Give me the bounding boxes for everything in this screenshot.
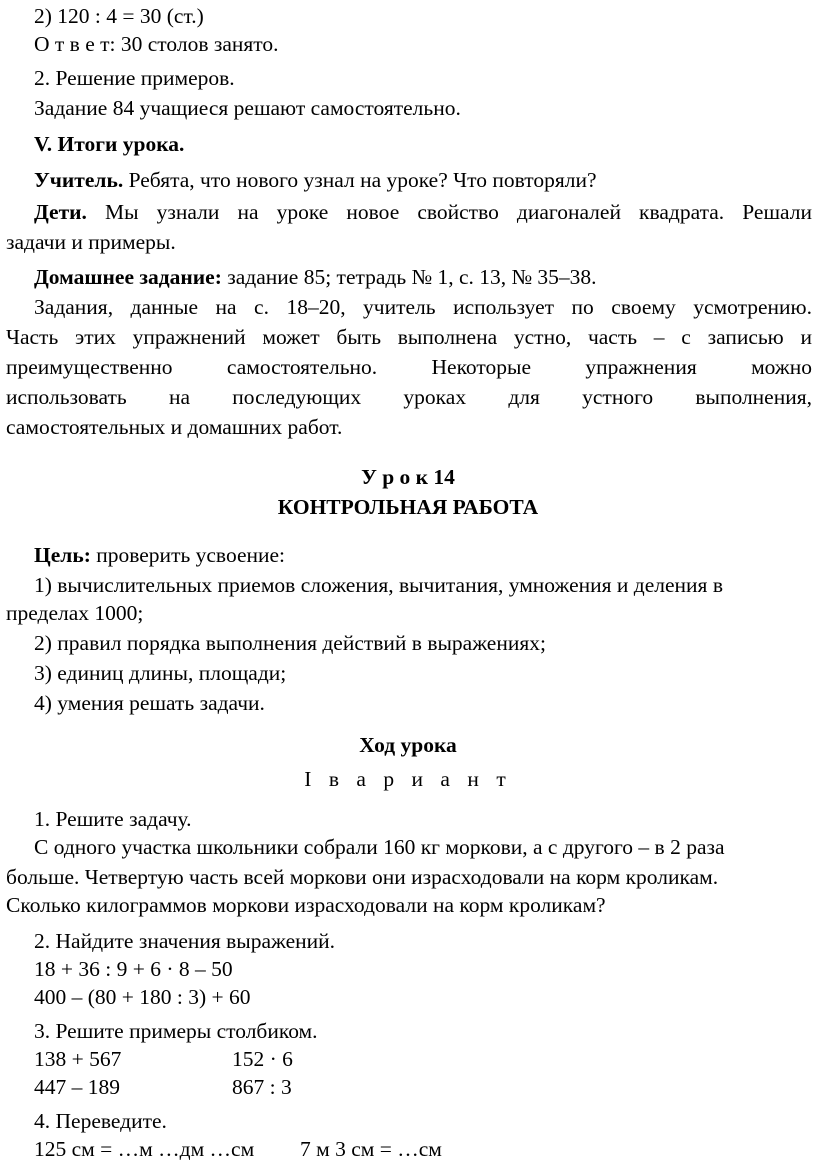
list-item: пределах 1000; [6, 601, 144, 625]
list-item: 2) правил порядка выполнения действий в выражениях; [34, 631, 546, 655]
speaker-label: Учитель. [34, 168, 124, 192]
text-line: Часть этих упражнений может быть выполнена устно, часть – с записью и [6, 325, 812, 349]
task-heading: 1. Решите задачу. [34, 807, 192, 831]
conversion-row [34, 1136, 812, 1162]
homework-line [34, 264, 812, 290]
task-heading: 2. Найдите значения выражений. [34, 929, 336, 953]
expression-line: 18 + 36 : 9 + 6 · 8 – 50 [34, 957, 233, 981]
example-row [34, 1074, 812, 1100]
conversion-item: 125 см = …м …дм …см [34, 1137, 255, 1161]
example-expression: 152 · 6 [232, 1047, 293, 1071]
goal-label: Цель: [34, 543, 91, 567]
answer-line: О т в е т: 30 столов занято. [34, 32, 279, 56]
dialogue-text: Ребята, что нового узнал на уроке? Что повторяли? [128, 168, 597, 192]
conversion-item: 7 м 3 см = …см [300, 1137, 442, 1161]
text-line: 2) 120 : 4 = 30 (ст.) [34, 4, 204, 28]
task-heading: 4. Переведите. [34, 1109, 167, 1133]
text-line: преимущественно самостоятельно. Некоторые упражнения можно [6, 355, 812, 379]
task-heading: 3. Решите примеры столбиком. [34, 1019, 318, 1043]
section-heading: Ход урока [359, 733, 457, 757]
section-heading: V. Итоги урока. [34, 132, 185, 156]
text-line: С одного участка школьники собрали 160 кг моркови, а с другого – в 2 раза [34, 835, 725, 859]
example-row [34, 1046, 812, 1072]
text-line: Задание 84 учащиеся решают самостоятельно. [34, 96, 461, 120]
example-expression: 138 + 567 [34, 1047, 122, 1071]
speaker-label: Дети. [34, 200, 87, 224]
text-line: Задания, данные на с. 18–20, учитель использует по своему усмотрению. [34, 295, 812, 319]
text-line: самостоятельных и домашних работ. [6, 415, 343, 439]
example-expression: 447 – 189 [34, 1075, 120, 1099]
dialogue-line [34, 167, 812, 193]
goal-line [34, 542, 812, 568]
example-expression: 867 : 3 [232, 1075, 292, 1099]
text-line: Сколько килограммов моркови израсходовали на корм кроликам? [6, 893, 606, 917]
lesson-number: У р о к 14 [361, 465, 455, 489]
expression-line: 400 – (80 + 180 : 3) + 60 [34, 985, 251, 1009]
text-line: задачи и примеры. [6, 230, 176, 254]
text-line: использовать на последующих уроках для устного выполнения, [6, 385, 812, 409]
list-item: 4) умения решать задачи. [34, 691, 265, 715]
section-heading: 2. Решение примеров. [34, 66, 235, 90]
variant-heading: I в а р и а н т [304, 767, 512, 791]
homework-text: задание 85; тетрадь № 1, с. 13, № 35–38. [227, 265, 597, 289]
homework-label: Домашнее задание: [34, 265, 222, 289]
text-line: больше. Четвертую часть всей моркови они израсходовали на корм кроликам. [6, 865, 719, 889]
list-item: 1) вычислительных приемов сложения, вычитания, умножения и деления в [34, 573, 723, 597]
goal-text: проверить усвоение: [96, 543, 286, 567]
lesson-title: КОНТРОЛЬНАЯ РАБОТА [277, 495, 539, 519]
list-item: 3) единиц длины, площади; [34, 661, 287, 685]
dialogue-text: Мы узнали на уроке новое свойство диагоналей квадрата. Решали [105, 200, 812, 224]
dialogue-line [34, 199, 812, 225]
